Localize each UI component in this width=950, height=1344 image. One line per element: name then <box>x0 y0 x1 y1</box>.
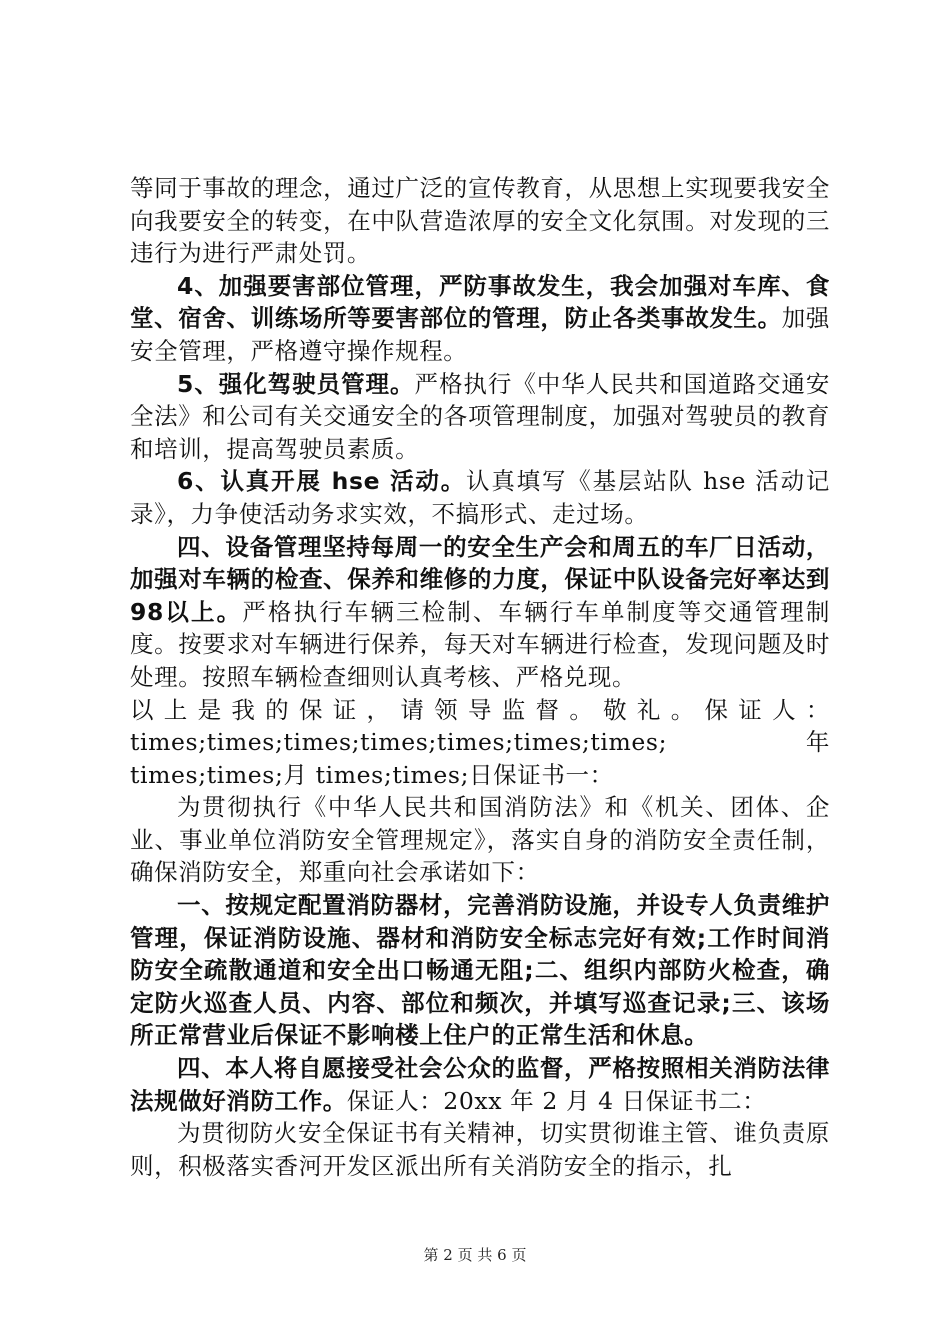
paragraph-heading: 一、按规定配置消防器材，完善消防设施，并设专人负责维护管理，保证消防设施、器材和消防安全标志完好有效;工作时间消防安全疏散通道和安全出口畅通无阻;二、组织内部防火检查，确定防火巡查人员、内容、部位和频次，并填写巡查记录;三、该场所正常营业后保证不影响楼上住户的正常生活和休息。 <box>130 891 830 1050</box>
paragraph-text: 加强安全管理，严格遵守操作规程。 <box>130 304 831 365</box>
paragraph-heading: 四、本人将自愿接受社会公众的监督，严格按照相关消防法律法规做好消防工作。 <box>130 1054 830 1115</box>
page-footer <box>0 1244 950 1265</box>
paragraph-text: 等同于事故的理念，通过广泛的宣传教育，从思想上实现要我安全向我要安全的转变，在中队营造浓厚的安全文化氛围。对发现的三违行为进行严肃处罚。 <box>130 174 830 268</box>
paragraph-heading: 6、认真开展 hse 活动。 <box>177 467 467 496</box>
paragraph-8 <box>130 889 830 1052</box>
paragraph-text: 严格执行《中华人民共和国道路交通安全法》和公司有关交通安全的各项管理制度，加强对驾驶员的教育和培训，提高驾驶员素质。 <box>130 369 830 463</box>
paragraph-heading: 四、设备管理坚持每周一的安全生产会和周五的车厂日活动，加强对车辆的检查、保养和维修的力度，保证中队设备完好率达到98以上。 <box>130 532 830 626</box>
signature-text: times;times;times;times;times;times;times; 年 <box>130 728 830 757</box>
paragraph-text: 严格执行车辆三检制、车辆行车单制度等交通管理制度。按要求对车辆进行保养，每天对车辆进行检查，发现问题及时处理。按照车辆检查细则认真考核、严格兑现。 <box>130 597 830 691</box>
signature-line-2 <box>130 726 830 759</box>
page-number: 第 2 页 共 6 页 <box>423 1246 527 1264</box>
signature-text: 以上是我的保证，请领导监督。敬礼。保证人： <box>130 695 830 724</box>
paragraph-text: 保证人：20xx 年 2 月 4 日保证书二： <box>346 1086 767 1115</box>
paragraph-text: 为贯彻执行《中华人民共和国消防法》和《机关、团体、企业、事业单位消防安全管理规定》，落实自身的消防安全责任制，确保消防安全，郑重向社会承诺如下： <box>130 793 830 887</box>
body-text <box>130 172 830 1182</box>
signature-line-1 <box>130 694 830 727</box>
paragraph-10 <box>130 1117 830 1182</box>
paragraph-4 <box>130 465 830 530</box>
paragraph-7 <box>130 791 830 889</box>
signature-line-3 <box>130 759 830 792</box>
paragraph-3 <box>130 368 830 466</box>
paragraph-9 <box>130 1052 830 1117</box>
signature-text: times;times;月 times;times;日保证书一： <box>130 760 614 789</box>
paragraph-heading: 4、加强要害部位管理，严防事故发生，我会加强对车库、食堂、宿舍、训练场所等要害部位的管理，防止各类事故发生。 <box>130 271 830 333</box>
paragraph-text: 为贯彻防火安全保证书有关精神，切实贯彻谁主管、谁负责原则，积极落实香河开发区派出所有关消防安全的指示，扎 <box>130 1119 830 1180</box>
paragraph-text: 认真填写《基层站队 hse 活动记录》，力争使活动务求实效，不搞形式、走过场。 <box>130 467 830 528</box>
paragraph-2 <box>130 270 830 368</box>
paragraph-heading: 5、强化驾驶员管理。 <box>177 369 415 398</box>
paragraph-5 <box>130 531 830 694</box>
paragraph-1 <box>130 172 830 270</box>
